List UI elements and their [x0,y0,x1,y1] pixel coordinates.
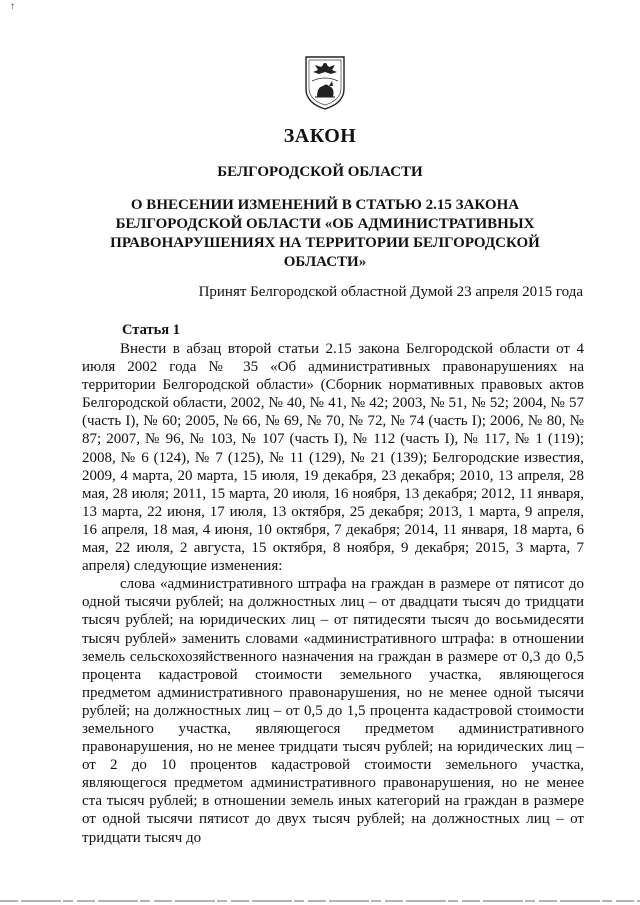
law-subject: О ВНЕСЕНИИ ИЗМЕНЕНИЙ В СТАТЬЮ 2.15 ЗАКОНА БЕЛГОРОДСКОЙ ОБЛАСТИ «ОБ АДМИНИСТРАТИВНЫХ ПРАВОНАРУШЕНИЯХ НА ТЕРРИТОРИИ БЕЛГОРОДСКОЙ ОБЛАСТИ» [110,197,540,270]
law-title: ЗАКОН [283,125,357,147]
article-paragraph-1: Внести в абзац второй статьи 2.15 закона Белгородской области от 4 июля 2002 года № 35 «Об административных правонарушениях на территории Белгородской области» (Сборник нормативных правовых актов Белгородской области, 2002, № 40, № 41, № 42; 2003, № 51, № 52; 2004, № 57 (часть I), № 60; 2005, № 66, № 69, № 70, № 72, № 74 (часть I); 2006, № 80, № 87; 2007, № 96, № 103, № 107 (часть I), № 112 (часть I), № 117, № 1 (119); 2008, № 6 (124), № 7 (125), № 11 (129), № 21 (139); Белгородские известия, 2009, 4 марта, 20 марта, 15 июля, 19 декабря, 23 декабря; 2010, 13 апреля, 28 мая, 28 июля; 2011, 15 марта, 20 июля, 16 ноября, 13 декабря; 2012, 11 января, 13 марта, 22 июня, 17 июля, 13 октября, 25 декабря; 2013, 1 марта, 9 апреля, 16 апреля, 18 мая, 4 июня, 10 октября, 7 декабря; 2014, 11 января, 18 марта, 6 мая, 22 июля, 2 августа, 15 октября, 8 ноября, 9 декабря; 2015, 3 марта, 7 апреля) следующие изменения: [82,341,584,575]
article-body [82,340,584,847]
corner-mark: ↑ [10,1,15,12]
adoption-line: Принят Белгородской областной Думой 23 апреля 2015 года [198,284,583,300]
article-title: Статья 1 [122,322,180,338]
law-region: БЕЛГОРОДСКОЙ ОБЛАСТИ [217,164,423,180]
coat-of-arms-icon [302,53,348,111]
article-paragraph-2: слова «административного штрафа на граждан в размере от пятисот до одной тысячи рублей; на должностных лиц – от двадцати тысяч до тридцати тысяч рублей; на юридических лиц – от пятидесяти тысяч до восьмидесяти тысяч рублей» заменить словами «административного штрафа: в отношении земель сельскохозяйственного назначения на граждан в размере от 0,3 до 0,5 процента кадастровой стоимости земельного участка, являющегося предметом административного правонарушения, но не менее одной тысячи рублей; на должностных лиц – от 0,5 до 1,5 процента кадастровой стоимости земельного участка, являющегося предметом административного правонарушения, но не менее тридцати тысяч рублей; на юридических лиц – от 2 до 10 процентов кадастровой стоимости земельного участка, являющегося предметом административного правонарушения, но не менее ста тысяч рублей; в отношении земель иных категорий на граждан в размере от одной тысячи пятисот до двух тысяч рублей; на должностных лиц – от тридцати тысяч до [82,576,584,846]
page-bottom-edge [0,893,640,905]
